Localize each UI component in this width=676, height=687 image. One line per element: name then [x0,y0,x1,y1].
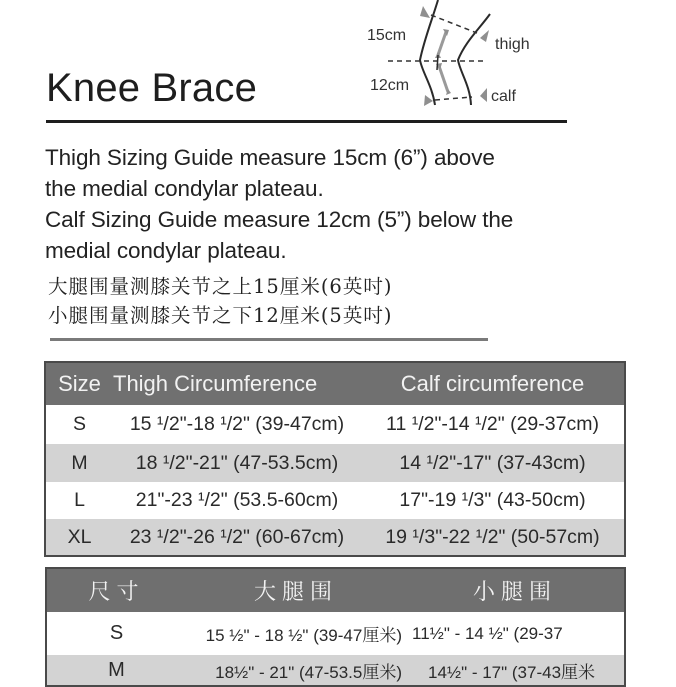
table-row [46,612,625,655]
diagram-label-15cm: 15cm [367,27,407,44]
thigh-cell: 15 ½" - 18 ½" (39-47厘米) [186,612,406,655]
title-underline [46,120,567,123]
instruction-line: the medial condylar plateau. [45,176,324,201]
table-header-row [46,568,625,612]
calf-cell: 17"-19 ¹/3" (43-50cm) [361,482,625,519]
thigh-cell: 18 ¹/2"-21" (47-53.5cm) [113,444,361,482]
chinese-instructions [48,272,392,330]
column-header-calf: Calf circumference [361,362,625,405]
column-header-calf-zh: 小腿围 [406,568,625,612]
size-cell: L [45,482,113,519]
table-row [45,482,625,519]
instruction-line-zh: 大腿围量测膝关节之上15厘米(6英吋) [48,275,393,298]
table-row [46,655,625,686]
size-cell: S [45,405,113,444]
knee-measurement-diagram [340,0,560,120]
english-instructions [45,142,513,266]
diagram-label-calf: calf [491,88,516,105]
size-table-chinese [45,567,626,687]
size-table-english [44,361,626,557]
thigh-cell: 21"-23 ¹/2" (53.5-60cm) [113,482,361,519]
table-row [45,444,625,482]
column-header-size-zh: 尺寸 [46,568,186,612]
thigh-cell: 15 ¹/2"-18 ¹/2" (39-47cm) [113,405,361,444]
column-header-thigh-zh: 大腿围 [186,568,406,612]
table-row [45,519,625,556]
table-row [45,405,625,444]
calf-cell: 11 ¹/2"-14 ¹/2" (29-37cm) [361,405,625,444]
column-header-thigh: Thigh Circumference [113,362,361,405]
page-title: Knee Brace [46,66,258,110]
size-cell: S [46,612,186,655]
size-cell: M [45,444,113,482]
thigh-cell: 18½" - 21" (47-53.5厘米) [186,655,406,686]
table-header-row [45,362,625,405]
column-header-size: Size [45,362,113,405]
size-cell: XL [45,519,113,556]
diagram-label-thigh: thigh [495,36,530,53]
calf-cell: 11½" - 14 ½" (29-37 [406,612,625,655]
size-cell: M [46,655,186,686]
instruction-line: Thigh Sizing Guide measure 15cm (6”) above [45,145,495,170]
knee-outline-icon [340,0,560,120]
calf-cell: 14 ¹/2"-17" (37-43cm) [361,444,625,482]
calf-cell: 19 ¹/3"-22 ¹/2" (50-57cm) [361,519,625,556]
diagram-label-12cm: 12cm [370,77,410,94]
section-divider [50,338,488,341]
instruction-line: Calf Sizing Guide measure 12cm (5”) below the [45,207,514,232]
instruction-line: medial condylar plateau. [45,238,287,263]
thigh-cell: 23 ¹/2"-26 ¹/2" (60-67cm) [113,519,361,556]
instruction-line-zh: 小腿围量测膝关节之下12厘米(5英吋) [48,304,393,327]
calf-cell: 14½" - 17" (37-43厘米 [406,655,625,686]
